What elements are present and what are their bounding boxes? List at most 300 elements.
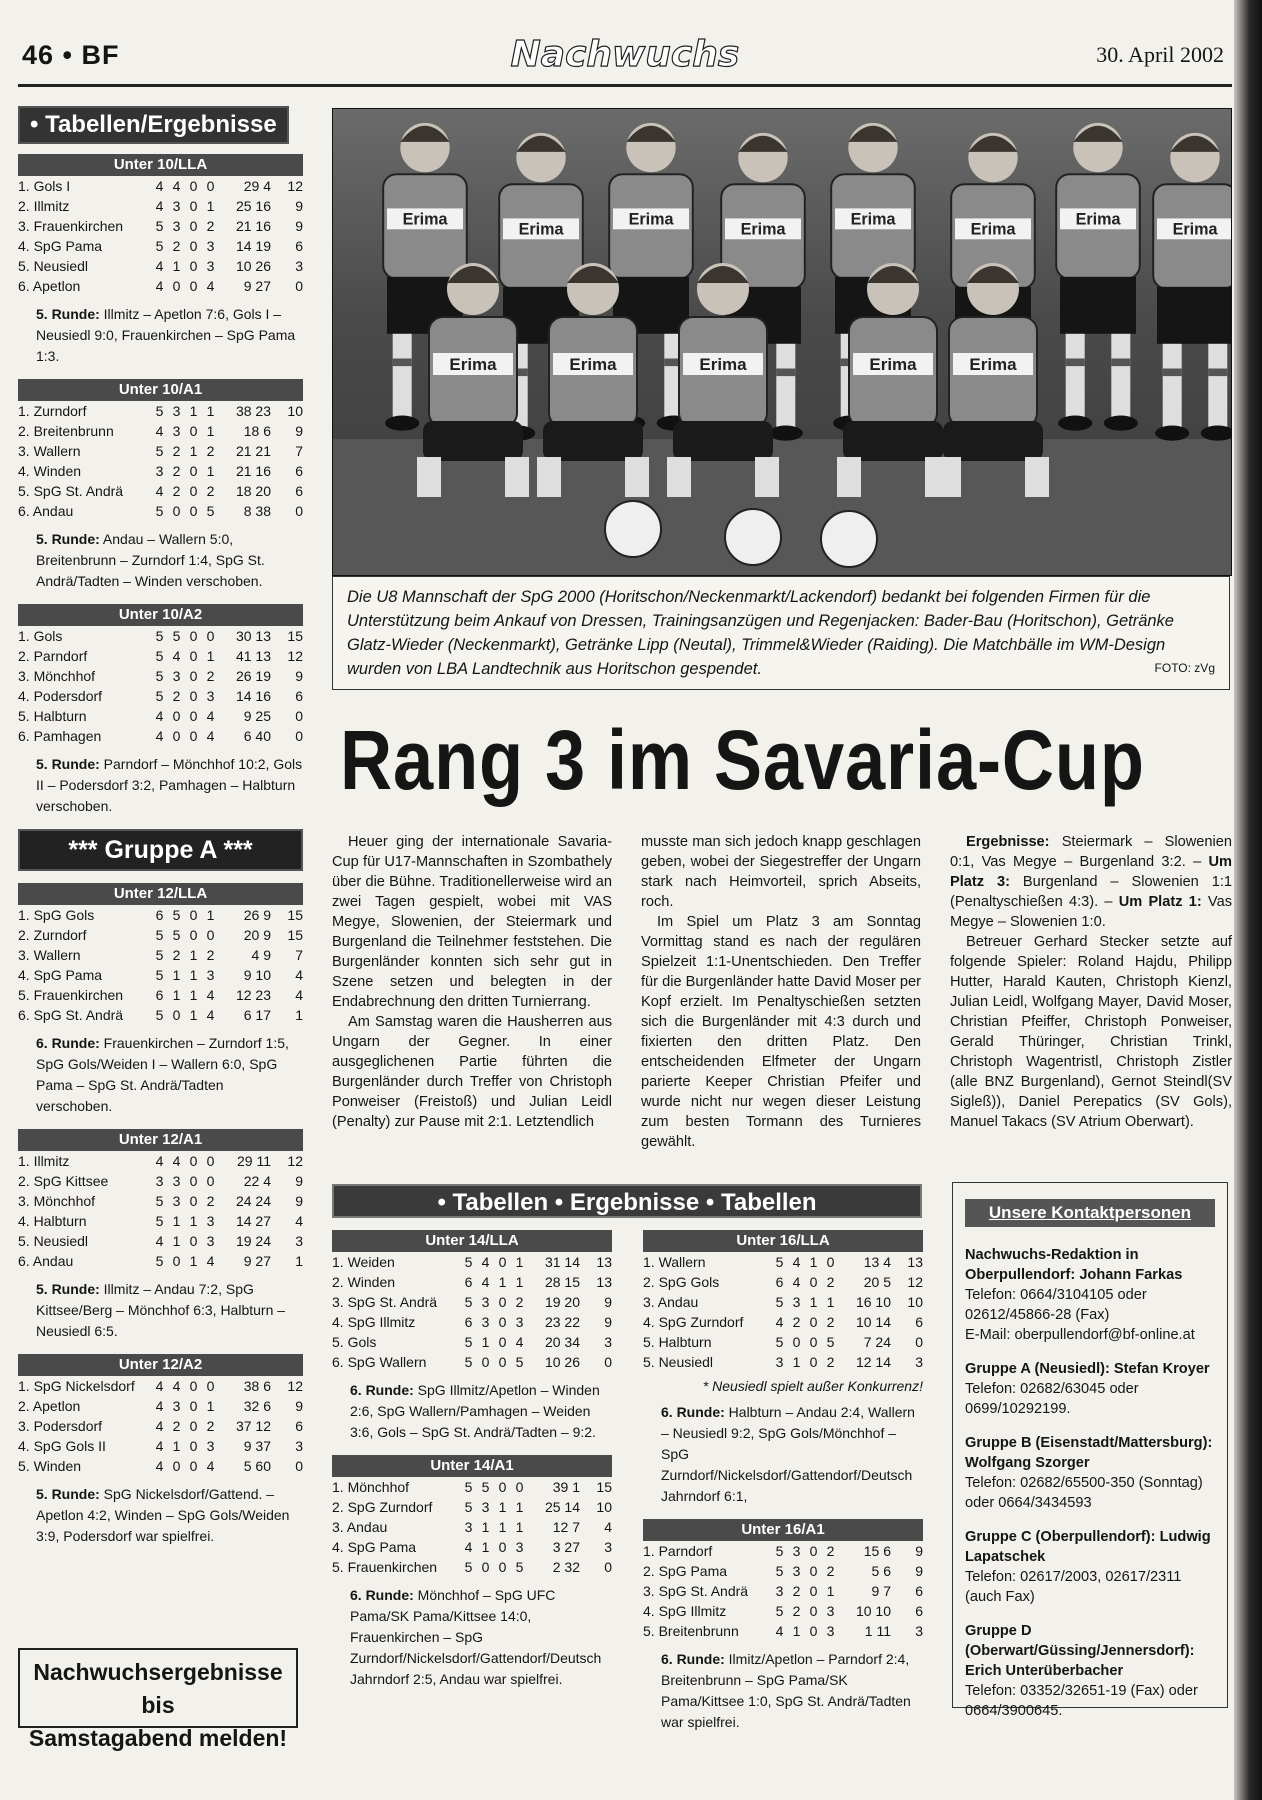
table-title: Unter 12/A2 [18,1354,303,1376]
cell-w: 0 [481,1559,490,1575]
table-row [18,905,303,925]
cell-team: 5. Gols [332,1334,377,1350]
round-text: Illmitz – Andau 7:2, SpG Kittsee/Berg – Mönchhof 6:3, Halbturn – Neusiedl 6:5. [36,1281,286,1339]
cell-pts: 3 [604,1334,612,1350]
cell-goals: 41 13 [235,648,271,664]
cell-pts: 7 [295,947,303,963]
cell-d: 0 [809,1334,818,1350]
table-row [18,1436,303,1456]
cell-l: 2 [826,1354,835,1370]
table-row [18,1376,303,1396]
jersey-sponsor-text: Erima [569,355,617,374]
table-title: Unter 16/A1 [643,1519,923,1541]
table-row [18,441,303,461]
cell-g: 5 [775,1254,784,1270]
article-paragraph: Betreuer Gerhard Stecker setzte auf folgende Spieler: Roland Hajdu, Philipp Hutter, Harald Kauten, Christoph Kienzl, Julian Leidl, Wolfgang Mayer, David Moser, Christian Pfeiffer, Christoph Ponweiser, Gerald Thüringer, Christian Trinkl, Christoph Wagentristl, Christoph Zistler (alle BNZ Burgenland), Gernot Steindl(SV Sigleß)), Daniel Perepatics (SV Gols), Manuel Takacs (SV Atrium Oberwart). [950,934,1232,1130]
cell-pts: 1 [295,1253,303,1269]
cell-pts: 9 [295,198,303,214]
table-row [18,726,303,746]
cell-goals: 18 20 [235,483,271,499]
table-row [18,1416,303,1436]
cell-g: 4 [155,178,164,194]
cell-g: 6 [775,1274,784,1290]
cell-g: 5 [155,1193,164,1209]
table-row [18,1191,303,1211]
cell-pts: 6 [295,463,303,479]
cell-d: 1 [189,947,198,963]
cell-pts: 0 [915,1334,923,1350]
cell-pts: 10 [596,1499,612,1515]
round-text: SpG Illmitz/Apetlon – Winden 2:6, SpG Wallern/Pamhagen – Weiden 3:6, Gols – SpG St. Andrä/Tadten – 9:2. [350,1382,600,1440]
cell-w: 2 [172,238,181,254]
cell-goals: 5 60 [243,1458,271,1474]
cell-goals: 7 24 [863,1334,891,1350]
table-row [332,1537,612,1557]
cell-l: 0 [826,1254,835,1270]
cell-team: 2. Illmitz [18,198,70,214]
cell-goals: 23 22 [544,1314,580,1330]
cell-goals: 28 15 [544,1274,580,1290]
soccer-ball [821,511,877,567]
cell-l: 1 [206,198,215,214]
cell-goals: 37 12 [235,1418,271,1434]
cell-g: 4 [155,1458,164,1474]
standings-table [18,1376,303,1476]
cell-pts: 9 [295,668,303,684]
cell-d: 0 [809,1603,818,1619]
cell-goals: 30 13 [235,628,271,644]
cell-team: 4. Halbturn [18,1213,87,1229]
table-row [332,1292,612,1312]
photo-credit: FOTO: zVg [1154,661,1215,675]
round-label: 5. Runde: [36,1281,100,1297]
table-row [18,401,303,421]
cell-pts: 9 [915,1543,923,1559]
standings-table [18,1151,303,1271]
cell-goals: 31 14 [544,1254,580,1270]
cell-w: 4 [172,1378,181,1394]
cell-team: 4. SpG Illmitz [332,1314,416,1330]
table-row [18,276,303,296]
cell-l: 5 [515,1354,524,1370]
jersey-sponsor-text: Erima [402,210,448,229]
cell-l: 3 [515,1539,524,1555]
table-title: Unter 10/A2 [18,604,303,626]
cell-w: 1 [792,1623,801,1639]
cell-g: 4 [155,708,164,724]
sidebar-tables-group-a [18,883,303,1547]
cell-g: 4 [155,198,164,214]
cell-l: 0 [206,628,215,644]
cell-team: 3. SpG St. Andrä [332,1294,438,1310]
cell-goals: 20 34 [544,1334,580,1350]
cell-w: 2 [792,1314,801,1330]
cell-l: 3 [515,1314,524,1330]
cell-pts: 13 [596,1274,612,1290]
cell-l: 0 [206,1173,215,1189]
jersey-sponsor-text: Erima [869,355,917,374]
cell-l: 1 [206,463,215,479]
table-row [18,985,303,1005]
cell-d: 0 [498,1479,507,1495]
cell-d: 0 [189,1378,198,1394]
cell-l: 1 [515,1274,524,1290]
cell-pts: 12 [287,178,303,194]
article-column-3 [950,832,1232,1132]
cell-l: 4 [206,278,215,294]
cell-g: 5 [464,1499,473,1515]
cell-d: 0 [498,1559,507,1575]
cell-g: 4 [464,1539,473,1555]
cell-g: 6 [464,1274,473,1290]
table-row [332,1517,612,1537]
cell-l: 4 [206,987,215,1003]
cell-w: 3 [172,218,181,234]
cell-goals: 9 25 [243,708,271,724]
cell-w: 3 [172,1173,181,1189]
cell-pts: 9 [295,1173,303,1189]
cell-pts: 9 [295,1398,303,1414]
cell-goals: 16 10 [855,1294,891,1310]
standings-block [332,1455,612,1690]
cell-team: 1. Mönchhof [332,1479,410,1495]
cell-goals: 38 23 [235,403,271,419]
cell-l: 2 [206,947,215,963]
cell-l: 4 [206,708,215,724]
cell-d: 1 [189,443,198,459]
table-row [18,501,303,521]
cell-g: 5 [775,1543,784,1559]
standings-table [18,905,303,1025]
cell-g: 4 [155,278,164,294]
cell-g: 5 [775,1294,784,1310]
cell-l: 3 [206,1213,215,1229]
standings-block [18,1354,303,1547]
cell-d: 0 [189,1233,198,1249]
cell-pts: 3 [604,1539,612,1555]
round-results [36,1279,303,1342]
cell-g: 5 [155,648,164,664]
cell-team: 5. Halbturn [643,1334,712,1350]
cell-goals: 10 26 [544,1354,580,1370]
cell-g: 4 [155,483,164,499]
standings-table [18,401,303,521]
section-title: Nachwuchs [510,34,740,75]
cell-g: 4 [155,1378,164,1394]
place1-label: Um Platz 1: [1118,894,1202,910]
cell-team: 4. SpG Illmitz [643,1603,727,1619]
standings-table [643,1541,923,1641]
cell-team: 2. Zurndorf [18,927,87,943]
cell-pts: 10 [287,403,303,419]
cell-d: 0 [189,1438,198,1454]
cell-d: 1 [189,967,198,983]
cell-d: 0 [189,927,198,943]
cell-pts: 15 [287,927,303,943]
round-text: Frauenkirchen – Zurndorf 1:5, SpG Gols/Weiden I – Wallern 6:0, SpG Pama – SpG St. Andrä/Tadten verschoben. [36,1035,289,1114]
round-results [36,754,303,817]
cell-d: 1 [809,1254,818,1270]
cell-w: 1 [481,1539,490,1555]
table-title: Unter 12/LLA [18,883,303,905]
cell-l: 4 [206,1253,215,1269]
table-row [332,1332,612,1352]
round-results [36,304,303,367]
cell-g: 5 [775,1563,784,1579]
cell-goals: 20 9 [243,927,271,943]
cell-d: 0 [189,1153,198,1169]
cell-w: 2 [172,463,181,479]
cell-team: 3. Wallern [18,443,81,459]
table-row [18,176,303,196]
cell-g: 4 [155,1153,164,1169]
cell-team: 2. SpG Gols [643,1274,720,1290]
table-row [332,1477,612,1497]
cell-l: 2 [206,218,215,234]
report-line-2: Samstagabend melden! [28,1725,288,1751]
table-row [18,481,303,501]
bottom-column-left [332,1230,612,1702]
cell-g: 5 [464,1254,473,1270]
cell-g: 5 [155,1007,164,1023]
jersey-sponsor-text: Erima [699,355,747,374]
soccer-ball [725,509,781,565]
cell-goals: 26 19 [235,668,271,684]
cell-l: 1 [206,648,215,664]
cell-w: 1 [172,1213,181,1229]
round-text: SpG Nickelsdorf/Gattend. – Apetlon 4:2, Winden – SpG Gols/Weiden 3:9, Podersdorf war spielfrei. [36,1486,290,1544]
cell-team: 1. Gols I [18,178,71,194]
cell-team: 6. SpG Wallern [332,1354,427,1370]
cell-goals: 38 6 [243,1378,271,1394]
results-label: Ergebnisse: [966,834,1050,850]
cell-g: 5 [775,1603,784,1619]
cell-d: 0 [498,1334,507,1350]
cell-goals: 14 19 [235,238,271,254]
cell-d: 0 [809,1274,818,1290]
cell-pts: 3 [295,1233,303,1249]
cell-l: 1 [515,1519,524,1535]
cell-g: 5 [155,967,164,983]
cell-d: 1 [189,1253,198,1269]
contact-details: Telefon: 03352/32651-19 (Fax) oder 0664/3900645. [965,1683,1198,1719]
report-results-box [18,1648,298,1751]
cell-team: 6. Andau [18,1253,74,1269]
cell-team: 2. SpG Zurndorf [332,1499,433,1515]
cell-team: 5. Neusiedl [643,1354,714,1370]
table-row [643,1581,923,1601]
cell-l: 4 [206,1007,215,1023]
jersey-sponsor-text: Erima [850,210,896,229]
standings-table [332,1252,612,1372]
cell-l: 4 [206,1458,215,1474]
cell-w: 2 [172,483,181,499]
cell-w: 1 [172,258,181,274]
cell-g: 4 [155,1438,164,1454]
cell-w: 5 [172,927,181,943]
round-results [350,1380,612,1443]
cell-d: 0 [189,503,198,519]
photo-caption: Die U8 Mannschaft der SpG 2000 (Horitschon/Neckenmarkt/Lackendorf) bedankt bei folgenden Firmen für die Unterstützung beim Ankauf von Dressen, Trainingsanzügen und Regenjacken: Bader-Bau (Horitschon), Getränke Glatz-Wieder (Neckenmarkt), Getränke Lipp (Neutal), Trimmel&Wieder (Raiding). Die Matchbälle im WM-Design wurden von LBA Landtechnik aus Horitschon gespendet. [347,588,1174,678]
cell-pts: 4 [295,987,303,1003]
team-photo [332,108,1232,576]
table-title: Unter 12/A1 [18,1129,303,1151]
cell-w: 4 [172,178,181,194]
cell-pts: 3 [295,1438,303,1454]
cell-pts: 15 [287,628,303,644]
article-column-1 [332,832,612,1132]
cell-goals: 19 24 [235,1233,271,1249]
table-title: Unter 14/LLA [332,1230,612,1252]
round-label: 6. Runde: [36,1035,100,1051]
cell-d: 0 [498,1314,507,1330]
cell-g: 5 [155,628,164,644]
cell-l: 3 [206,688,215,704]
round-results [661,1649,923,1733]
cell-pts: 6 [915,1314,923,1330]
cell-l: 5 [206,503,215,519]
cell-goals: 9 27 [243,278,271,294]
jersey-sponsor-text: Erima [518,220,564,239]
contact-entry [965,1245,1215,1345]
cell-team: 2. Apetlon [18,1398,81,1414]
table-row [18,925,303,945]
cell-l: 4 [515,1334,524,1350]
table-row [18,421,303,441]
table-row [18,1396,303,1416]
jersey-sponsor-text: Erima [970,220,1016,239]
round-label: 5. Runde: [36,531,100,547]
cell-pts: 9 [295,218,303,234]
cell-d: 0 [189,1458,198,1474]
table-row [18,626,303,646]
cell-l: 0 [206,1378,215,1394]
cell-goals: 21 16 [235,463,271,479]
cell-w: 1 [172,987,181,1003]
cell-d: 0 [498,1354,507,1370]
cell-pts: 6 [915,1583,923,1599]
cell-l: 1 [826,1294,835,1310]
cell-w: 0 [172,728,181,744]
cell-team: 1. Zurndorf [18,403,87,419]
cell-g: 5 [464,1294,473,1310]
cell-g: 4 [155,423,164,439]
cell-w: 0 [172,1253,181,1269]
table-row [332,1272,612,1292]
place1-text: Vas Megye – Slowenien 1:0. [950,894,1232,930]
cell-l: 1 [206,907,215,923]
cell-pts: 6 [915,1603,923,1619]
cell-team: 5. SpG St. Andrä [18,483,124,499]
round-label: 6. Runde: [350,1587,414,1603]
contact-name: Gruppe B (Eisenstadt/Mattersburg): Wolfgang Szorger [965,1435,1213,1471]
cell-l: 0 [206,927,215,943]
cell-w: 2 [172,947,181,963]
place3-label: Um Platz 3: [950,854,1232,890]
cell-w: 1 [172,967,181,983]
soccer-ball [605,501,661,557]
table-row [18,1211,303,1231]
cell-team: 2. SpG Pama [643,1563,728,1579]
cell-d: 0 [189,218,198,234]
standings-block [18,883,303,1117]
cell-goals: 3 27 [552,1539,580,1555]
issue-date: 30. April 2002 [1096,42,1224,67]
cell-goals: 26 9 [243,907,271,923]
cell-w: 2 [792,1583,801,1599]
cell-team: 3. Wallern [18,947,81,963]
cell-team: 3. Podersdorf [18,1418,103,1434]
cell-g: 5 [155,1213,164,1229]
standings-block [18,604,303,817]
cell-team: 3. Andau [643,1294,699,1310]
cell-team: 5. Halbturn [18,708,87,724]
round-results [661,1402,923,1507]
cell-w: 1 [792,1354,801,1370]
cell-l: 2 [206,483,215,499]
cell-team: 5. Frauenkirchen [332,1559,438,1575]
cell-w: 4 [792,1274,801,1290]
cell-g: 5 [155,238,164,254]
cell-pts: 6 [295,1418,303,1434]
cell-pts: 0 [295,1458,303,1474]
photo-caption-box [332,576,1230,690]
cell-w: 4 [792,1254,801,1270]
cell-w: 4 [172,648,181,664]
cell-goals: 12 14 [855,1354,891,1370]
cell-l: 1 [206,1398,215,1414]
cell-pts: 7 [295,443,303,459]
cell-l: 3 [206,1438,215,1454]
cell-d: 0 [809,1563,818,1579]
results-paragraph [950,832,1232,932]
table-row [18,1231,303,1251]
cell-pts: 4 [295,1213,303,1229]
standings-block [643,1519,923,1733]
cell-l: 1 [206,423,215,439]
cell-goals: 19 20 [544,1294,580,1310]
cell-goals: 2 32 [552,1559,580,1575]
cell-d: 0 [809,1623,818,1639]
cell-d: 1 [189,403,198,419]
cell-g: 5 [155,1253,164,1269]
cell-d: 0 [189,648,198,664]
cell-l: 2 [826,1274,835,1290]
round-results [36,1484,303,1547]
cell-l: 1 [206,403,215,419]
cell-goals: 8 38 [243,503,271,519]
cell-goals: 15 6 [863,1543,891,1559]
cell-goals: 9 7 [871,1583,891,1599]
cell-w: 3 [172,403,181,419]
cell-goals: 12 7 [552,1519,580,1535]
round-text: Ilmitz/Apetlon – Parndorf 2:4, Breitenbrunn – SpG Pama/SK Pama/Kittsee 1:0, SpG St. Andrä/Tadten war spielfrei. [661,1651,911,1730]
cell-team: 2. Breitenbrunn [18,423,114,439]
table-row [18,686,303,706]
cell-goals: 10 14 [855,1314,891,1330]
cell-goals: 9 37 [243,1438,271,1454]
cell-l: 0 [206,178,215,194]
cell-w: 0 [172,1458,181,1474]
cell-w: 3 [172,1398,181,1414]
contact-details: Telefon: 0664/3104105 oder 02612/45866-28 (Fax) E-Mail: oberpullendorf@bf-online.at [965,1287,1195,1343]
cell-team: 4. Winden [18,463,82,479]
cell-g: 5 [464,1559,473,1575]
cell-l: 3 [206,258,215,274]
cell-g: 5 [155,503,164,519]
cell-goals: 21 21 [235,443,271,459]
cell-d: 0 [189,1193,198,1209]
